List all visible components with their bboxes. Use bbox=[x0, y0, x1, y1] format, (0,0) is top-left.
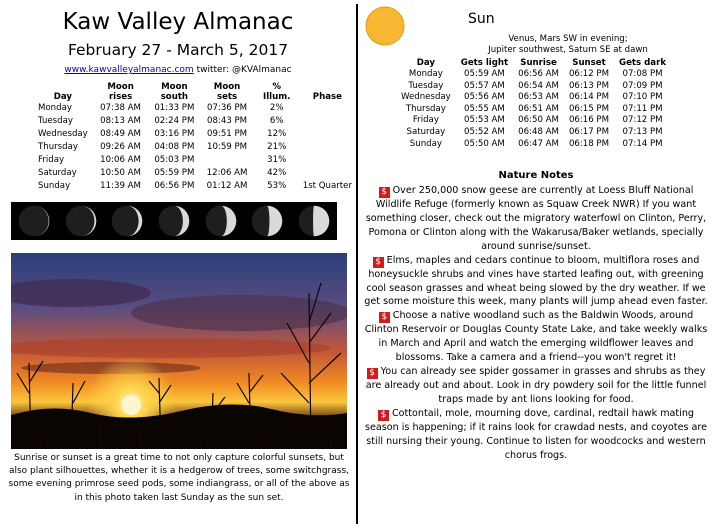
moon-table bbox=[34, 82, 356, 193]
sun-table-row bbox=[396, 127, 671, 139]
moon-table-cell: 08:49 AM bbox=[100, 129, 141, 139]
moon-table-cell: 10:59 PM bbox=[206, 142, 248, 152]
sun-heading: Sun bbox=[468, 11, 495, 27]
moon-table-cell: Sunday bbox=[38, 181, 71, 191]
sun-table-cell: 06:48 AM bbox=[518, 126, 559, 137]
sun-table-cell: 07:13 PM bbox=[622, 126, 663, 137]
moon-table-row bbox=[34, 180, 356, 193]
moon-table-cell: 53% bbox=[267, 181, 287, 191]
sun-table-cell: 06:14 PM bbox=[568, 92, 610, 103]
moon-table-cell: 21% bbox=[267, 142, 287, 152]
sun-table bbox=[396, 58, 671, 150]
moon-table-row bbox=[34, 154, 356, 167]
moon-phase-strip bbox=[11, 202, 337, 240]
sun-icon bbox=[365, 6, 405, 46]
moon-table-cell: 04:08 PM bbox=[154, 142, 195, 152]
sun-table-cell: 05:50 AM bbox=[464, 138, 505, 149]
nature-note-text: Over 250,000 snow geese are currently at Loess Bluff National Wildlife Refuge (formerly known as Squaw Creek NWR) If you want something closer, check out the migratory waterfowl on Clinton, Perry, Pomona or Clinton along with the Wakarusa/Baker wetlands, specially around sunrise/sunset. bbox=[365, 185, 707, 252]
moon-table-cell: 03:16 PM bbox=[154, 129, 195, 139]
moon-col-day: Day bbox=[53, 92, 73, 102]
sun-table-cell: Monday bbox=[408, 69, 443, 79]
dollar-bullet-icon: $ bbox=[373, 257, 384, 268]
nature-note bbox=[362, 254, 710, 310]
dollar-bullet-icon: $ bbox=[379, 187, 390, 198]
header-links bbox=[0, 64, 356, 76]
sun-table-cell: 06:16 PM bbox=[568, 115, 610, 126]
moon-table-cell: 1st Quarter bbox=[302, 181, 352, 191]
nature-note-text: You can already see spider gossamer in grasses and shrubs as they are already out and about. Look in dry powdery soil for the little funnel traps made by ant lions looking for food. bbox=[365, 366, 707, 405]
sunset-photo bbox=[11, 253, 347, 449]
moon-table-cell: 08:43 PM bbox=[206, 116, 248, 126]
sun-table-cell: 07:09 PM bbox=[622, 80, 663, 91]
sun-table-cell: 07:14 PM bbox=[622, 138, 663, 149]
almanac-title: Kaw Valley Almanac bbox=[62, 9, 294, 35]
moon-table-row bbox=[34, 167, 356, 180]
moon-table-header bbox=[34, 82, 356, 102]
moon-table-cell: 01:33 PM bbox=[154, 103, 195, 113]
sun-col-gets-dark: Gets dark bbox=[619, 58, 667, 68]
nature-note bbox=[362, 309, 710, 365]
moon-table-cell bbox=[199, 154, 254, 167]
moon-phase-icon bbox=[250, 204, 284, 238]
moon-table-cell: 05:03 PM bbox=[154, 155, 195, 165]
sun-table-cell: 07:10 PM bbox=[622, 92, 663, 103]
sun-table-cell: 06:56 AM bbox=[518, 69, 559, 79]
moon-table-row bbox=[34, 128, 356, 141]
date-range: February 27 - March 5, 2017 bbox=[67, 41, 289, 59]
moon-table-cell: Friday bbox=[38, 155, 65, 165]
sun-table-row bbox=[396, 104, 671, 116]
sun-table-cell: 06:13 PM bbox=[568, 80, 610, 91]
sun-table-cell: Wednesday bbox=[401, 92, 451, 103]
moon-table-cell: 06:56 PM bbox=[154, 181, 195, 191]
sun-table-cell: 05:52 AM bbox=[464, 126, 505, 137]
nature-note-text: Choose a native woodland such as the Baldwin Woods, around Clinton Reservoir or Douglas County State Lake, and take weekly walks in March and April and watch the emerging wildflower leaves and blossoms. Take a camera and a friend--you won't regret it! bbox=[364, 310, 708, 364]
moon-table-cell: 11:39 AM bbox=[100, 181, 141, 191]
sun-col-sunset: Sunset bbox=[572, 58, 606, 68]
moon-col-rises: Moon rises bbox=[107, 82, 134, 102]
photo-caption: Sunrise or sunset is a great time to not only capture colorful sunsets, but also plant silhouettes, whether it is a hedgerow of trees, some switchgrass, some evening primrose seed pods, some indiangrass, or all of the above as in this photo taken last Sunday as the sun set. bbox=[8, 453, 350, 503]
moon-phase-icon bbox=[204, 204, 238, 238]
twitter-handle: twitter: @KVAlmanac bbox=[196, 65, 292, 75]
sun-table-row bbox=[396, 69, 671, 81]
planets-line-1: Venus, Mars SW in evening; bbox=[508, 34, 628, 44]
sun-table-row bbox=[396, 115, 671, 127]
sun-table-cell: 06:18 PM bbox=[568, 138, 610, 149]
sun-table-cell: 07:11 PM bbox=[622, 103, 663, 114]
planets-line-2: Jupiter southwest, Saturn SE at dawn bbox=[488, 45, 648, 55]
moon-table-cell bbox=[299, 128, 356, 141]
moon-col-sets: Moon sets bbox=[213, 82, 241, 102]
moon-table-cell: 02:24 PM bbox=[154, 116, 195, 126]
left-column bbox=[0, 0, 356, 528]
moon-table-cell: 09:51 PM bbox=[206, 129, 248, 139]
website-link[interactable]: www.kawvalleyalmanac.com bbox=[64, 65, 194, 75]
sun-table-header bbox=[396, 58, 671, 69]
sun-table-cell: 06:15 PM bbox=[568, 103, 610, 114]
moon-col-phase: Phase bbox=[312, 92, 342, 102]
dollar-bullet-icon: $ bbox=[378, 410, 389, 421]
moon-table-cell: 31% bbox=[267, 155, 287, 165]
sun-table-cell: 06:47 AM bbox=[518, 138, 559, 149]
nature-note bbox=[362, 365, 710, 407]
sun-col-sunrise: Sunrise bbox=[520, 58, 557, 68]
moon-table-cell bbox=[299, 154, 356, 167]
moon-table-cell: 05:59 PM bbox=[154, 168, 195, 178]
moon-table-row bbox=[34, 115, 356, 128]
moon-phase-icon bbox=[110, 204, 144, 238]
moon-table-cell: 2% bbox=[269, 103, 284, 113]
moon-table-cell bbox=[299, 167, 356, 180]
moon-table-cell: 09:26 AM bbox=[100, 142, 141, 152]
moon-phase-icon bbox=[17, 204, 51, 238]
sun-col-gets-light: Gets light bbox=[460, 58, 509, 68]
right-column bbox=[358, 0, 714, 528]
nature-note-text: Elms, maples and cedars continue to bloom, multiflora roses and honeysuckle shrubs and vines have started leafing out, with greening cool season grasses and wheat being slowed by the dry weather. If we get some moisture this week, many plants will jump ahead even faster. bbox=[364, 254, 708, 308]
sun-table-row bbox=[396, 81, 671, 93]
sun-table-cell: Sunday bbox=[409, 138, 442, 149]
sun-table-cell: 05:57 AM bbox=[464, 80, 505, 91]
moon-table-cell: 10:06 AM bbox=[100, 155, 141, 165]
moon-col-south: Moon south bbox=[160, 82, 189, 102]
moon-table-cell: 07:38 AM bbox=[100, 103, 141, 113]
sun-table-cell: 06:17 PM bbox=[568, 126, 610, 137]
nature-note bbox=[362, 407, 710, 463]
moon-table-cell: 12% bbox=[267, 129, 287, 139]
dollar-bullet-icon: $ bbox=[379, 312, 390, 323]
nature-notes bbox=[362, 184, 710, 463]
sun-table-cell: 06:54 AM bbox=[518, 80, 559, 91]
sun-table-cell: 05:59 AM bbox=[464, 69, 505, 79]
moon-table-row bbox=[34, 102, 356, 115]
dollar-bullet-icon: $ bbox=[367, 368, 378, 379]
nature-note-text: Cottontail, mole, mourning dove, cardinal, redtail hawk mating season is happening; if it rains look for crawdad nests, and coyotes are still nursing their young. Continue to listen for woodcocks and western chorus frogs. bbox=[364, 407, 708, 461]
sun-table-cell: 07:08 PM bbox=[622, 69, 663, 79]
moon-table-cell: 07:36 PM bbox=[206, 103, 248, 113]
moon-phase-icon bbox=[297, 204, 331, 238]
moon-table-cell bbox=[299, 102, 356, 115]
moon-table-cell: 12:06 AM bbox=[206, 168, 248, 178]
sun-table-cell: 06:50 AM bbox=[518, 115, 559, 126]
moon-table-cell: Thursday bbox=[38, 142, 78, 152]
sun-table-cell: 06:51 AM bbox=[518, 103, 559, 114]
sun-table-cell: Thursday bbox=[405, 103, 446, 114]
moon-phase-icon bbox=[64, 204, 98, 238]
moon-table-cell bbox=[299, 141, 356, 154]
sun-table-cell: Saturday bbox=[406, 126, 446, 137]
moon-table-cell: 01:12 AM bbox=[206, 181, 248, 191]
moon-table-cell: Saturday bbox=[38, 168, 77, 178]
sun-table-row bbox=[396, 139, 671, 151]
moon-table-cell: 6% bbox=[269, 116, 284, 126]
nature-notes-title: Nature Notes bbox=[498, 170, 574, 181]
moon-table-cell: Tuesday bbox=[38, 116, 73, 126]
sun-table-cell: 07:12 PM bbox=[622, 115, 663, 126]
sun-table-cell: 05:53 AM bbox=[464, 115, 505, 126]
moon-table-cell: Monday bbox=[38, 103, 72, 113]
sun-table-cell: 05:56 AM bbox=[464, 92, 505, 103]
moon-table-cell: 42% bbox=[267, 168, 287, 178]
moon-table-cell: 10:50 AM bbox=[100, 168, 141, 178]
moon-phase-icon bbox=[157, 204, 191, 238]
sun-table-row bbox=[396, 92, 671, 104]
sun-table-cell: Tuesday bbox=[408, 80, 444, 91]
sun-table-cell: 06:53 AM bbox=[518, 92, 559, 103]
nature-note bbox=[362, 184, 710, 254]
sun-table-cell: Friday bbox=[412, 115, 439, 126]
planets-note bbox=[448, 34, 688, 56]
moon-table-row bbox=[34, 141, 356, 154]
moon-table-cell: 08:13 AM bbox=[100, 116, 141, 126]
moon-table-cell bbox=[299, 115, 356, 128]
sun-table-cell: 06:12 PM bbox=[568, 69, 610, 79]
moon-col-illum: % Illum. bbox=[263, 82, 291, 102]
sun-table-cell: 05:55 AM bbox=[464, 103, 505, 114]
sun-col-day: Day bbox=[416, 58, 436, 68]
moon-table-cell: Wednesday bbox=[38, 129, 88, 139]
